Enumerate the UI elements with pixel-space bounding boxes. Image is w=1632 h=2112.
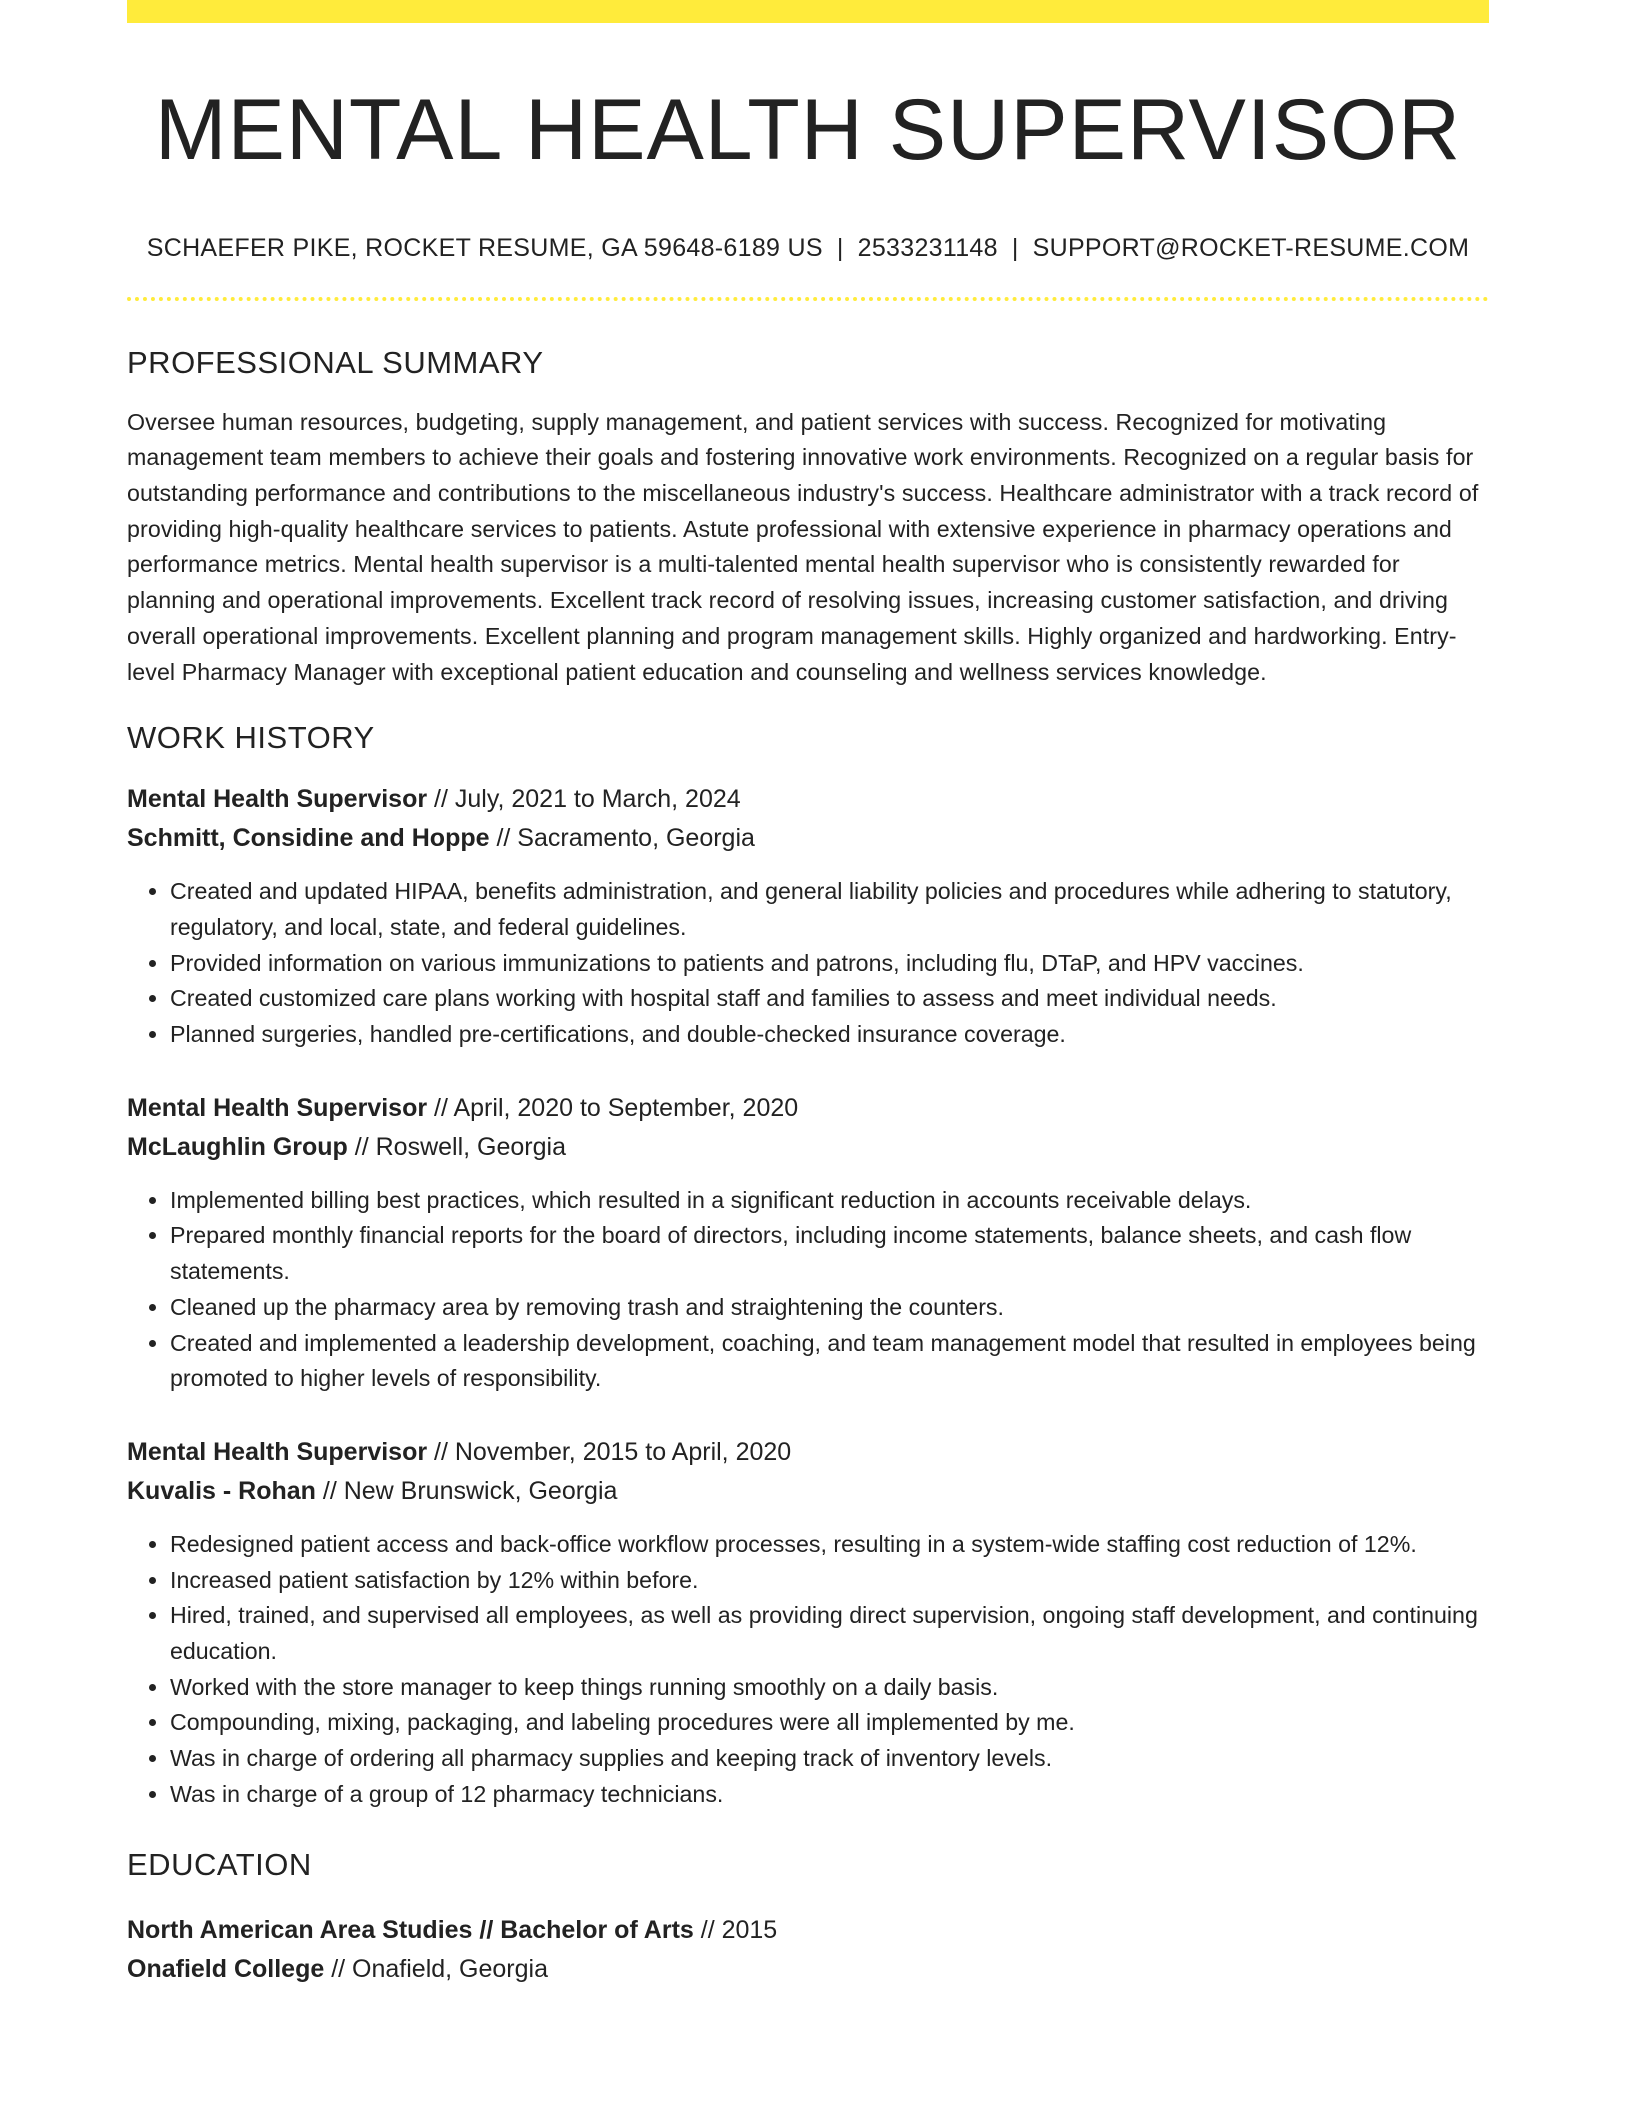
- list-item: • Cleaned up the pharmacy area by removing trash and straightening the counters.: [170, 1290, 1489, 1326]
- job-company: Schmitt, Considine and Hoppe: [127, 824, 490, 853]
- job-role: Mental Health Supervisor: [127, 1437, 428, 1466]
- education-degree-line: [127, 1911, 1489, 1950]
- job-role: Mental Health Supervisor: [127, 785, 428, 814]
- list-item: • Was in charge of ordering all pharmacy supplies and keeping track of inventory levels.: [170, 1741, 1489, 1777]
- job-company: McLaughlin Group: [127, 1132, 348, 1161]
- list-item: • Planned surgeries, handled pre-certifications, and double-checked insurance coverage.: [170, 1017, 1489, 1053]
- job-company: Kuvalis - Rohan: [127, 1476, 316, 1505]
- summary-text: Oversee human resources, budgeting, supply management, and patient services with success. Recognized for motivating management team members to achieve their goals and fostering innovative work environments. Recognized on a regular basis for outstanding performance and contributions to the miscellaneous industry's success. Healthcare administrator with a track record of providing high-quality healthcare services to patients. Astute professional with extensive experience in pharmacy operations and performance metrics. Mental health supervisor is a multi-talented mental health supervisor who is consistently rewarded for planning and operational improvements. Excellent track record of resolving issues, increasing customer satisfaction, and driving overall operational improvements. Excellent planning and program management skills. Highly organized and hardworking. Entry-level Pharmacy Manager with exceptional patient education and counseling and wellness services knowledge.: [127, 408, 1479, 685]
- list-item: • Compounding, mixing, packaging, and labeling procedures were all implemented by me.: [170, 1705, 1489, 1741]
- job-role-line: [127, 1089, 1489, 1128]
- education-year: // 2015: [693, 1915, 778, 1944]
- education-school-line: [127, 1950, 1489, 1989]
- job-role: Mental Health Supervisor: [127, 1093, 428, 1122]
- education-school: Onafield College: [127, 1954, 325, 1983]
- list-item: • Increased patient satisfaction by 12% within before.: [170, 1563, 1489, 1599]
- education-location: // Onafield, Georgia: [324, 1954, 548, 1983]
- phone: 2533231148: [857, 233, 998, 262]
- job-company-line: [127, 819, 1489, 858]
- list-item: • Implemented billing best practices, which resulted in a significant reduction in accounts receivable delays.: [170, 1183, 1489, 1219]
- contact-line: [127, 234, 1489, 263]
- resume-title: MENTAL HEALTH SUPERVISOR: [154, 82, 1462, 178]
- contact-separator: |: [836, 233, 844, 262]
- list-item: • Created customized care plans working with hospital staff and families to assess and meet individual needs.: [170, 981, 1489, 1017]
- job-dates: // November, 2015 to April, 2020: [427, 1437, 792, 1466]
- job-entry: [127, 780, 1489, 1053]
- job-bullets: [127, 1527, 1489, 1813]
- job-dates: // July, 2021 to March, 2024: [427, 785, 741, 814]
- job-bullets: [127, 874, 1489, 1053]
- dotted-divider: [127, 297, 1489, 301]
- list-item: • Hired, trained, and supervised all employees, as well as providing direct supervision, ongoing staff development, and continuing education.: [170, 1598, 1489, 1669]
- list-item: • Created and updated HIPAA, benefits administration, and general liability policies and procedures while adhering to statutory, regulatory, and local, state, and federal guidelines.: [170, 874, 1489, 945]
- email: SUPPORT@ROCKET-RESUME.COM: [1032, 233, 1470, 262]
- top-accent-bar: [127, 0, 1489, 23]
- job-company-line: [127, 1472, 1489, 1511]
- job-bullets: [127, 1183, 1489, 1397]
- address: SCHAEFER PIKE, ROCKET RESUME, GA 59648-6189 US: [146, 233, 823, 262]
- list-item: • Was in charge of a group of 12 pharmacy technicians.: [170, 1777, 1489, 1813]
- job-location: // Roswell, Georgia: [347, 1132, 566, 1161]
- education-degree: North American Area Studies // Bachelor of Arts: [127, 1915, 694, 1944]
- job-dates: // April, 2020 to September, 2020: [427, 1093, 799, 1122]
- list-item: • Created and implemented a leadership development, coaching, and team management model that resulted in employees being promoted to higher levels of responsibility.: [170, 1326, 1489, 1397]
- job-location: // Sacramento, Georgia: [489, 824, 755, 853]
- education-heading: EDUCATION: [127, 1846, 312, 1882]
- contact-separator: |: [1011, 233, 1019, 262]
- job-location: // New Brunswick, Georgia: [315, 1476, 618, 1505]
- job-entry: [127, 1089, 1489, 1397]
- resume-page: [127, 0, 1489, 1989]
- job-entry: [127, 1433, 1489, 1813]
- list-item: • Provided information on various immunizations to patients and patrons, including flu, DTaP, and HPV vaccines.: [170, 946, 1489, 982]
- list-item: • Worked with the store manager to keep things running smoothly on a daily basis.: [170, 1670, 1489, 1706]
- job-company-line: [127, 1128, 1489, 1167]
- job-role-line: [127, 780, 1489, 819]
- work-history-heading: WORK HISTORY: [127, 720, 375, 756]
- list-item: • Prepared monthly financial reports for the board of directors, including income statements, balance sheets, and cash flow statements.: [170, 1218, 1489, 1289]
- summary-heading: PROFESSIONAL SUMMARY: [127, 344, 544, 380]
- list-item: • Redesigned patient access and back-office workflow processes, resulting in a system-wide staffing cost reduction of 12%.: [170, 1527, 1489, 1563]
- job-role-line: [127, 1433, 1489, 1472]
